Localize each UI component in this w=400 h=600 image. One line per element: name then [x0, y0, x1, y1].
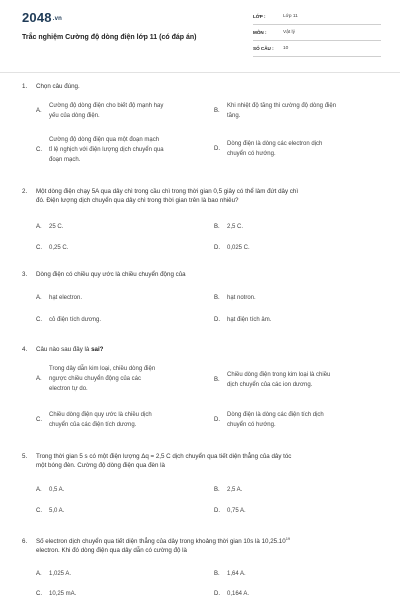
question-2: 2. Một dòng điện chạy 5A qua dây chì trong cầu chì trong thời gian 0,5 giây có thể làm đứt dây chì đó. Điện lượng dịch chuyển qua dây chì trong thời gian trên là bao nhiêu? A. 25 C. B. 2,5 C. C. 0,25 C. D. 0,025 C. [22, 187, 382, 257]
question-text: 2. Một dòng điện chạy 5A qua dây chì trong cầu chì trong thời gian 0,5 giây có thể làm đứt dây chì đó. Điện lượng dịch chuyển qua dây chì trong thời gian trên là bao nhiêu? [22, 188, 299, 204]
meta-subject-label: MÔN : [253, 30, 267, 35]
question-5: 5. Trong thời gian 5 s có một điện lượng Δq = 2,5 C dịch chuyển qua tiết diện thẳng của dây tóc một bóng đèn. Cường độ dòng điện qua đèn là A. 0,5 A. B. 2,5 A. C. 5,0 A. D. 0,75 A. [22, 452, 382, 522]
meta-subject [253, 28, 381, 41]
meta-subject-value: Vật lý [283, 30, 295, 35]
question-4: 4. Câu nào sau đây là sai? A. Trong dây dẫn kim loại, chiều dòng điện ngược chiều chuyển động của các electron tự do. B. Chiều dòng điện trong kim loại là chiều dịch chuyển của các ion dương. C. Chiều dòng điện quy ước là chiều dịch chuyển của các điện tích dương. D. Dòng điện là dòng các điện tích dịch chuyển có hướng. [22, 345, 382, 440]
question-1: 1. Chọn câu đúng. A. Cường độ dòng điện cho biết độ mạnh hay yếu của dòng điện. B. Khi nhiệt độ tăng thì cường độ dòng điện tăng. C. Cường độ dòng điện qua một đoạn mạch tỉ lệ nghịch với điện lượng dịch chuyển qua đoạn mạch. D. Dòng điện là dòng các electron dịch chuyển có hướng. [22, 82, 382, 174]
meta-count-label: SỐ CÂU : [253, 46, 274, 51]
meta-class-label: LỚP : [253, 14, 266, 19]
meta-count [253, 44, 381, 57]
meta-class-value: Lớp 11 [283, 14, 298, 19]
site-logo[interactable] [22, 10, 62, 25]
question-text: 1. Chọn câu đúng. [22, 83, 80, 90]
logo-text: 2048 [22, 10, 52, 25]
meta-count-value: 10 [283, 46, 289, 51]
question-text: 6. Số electron dịch chuyển qua tiết diện thẳng của dây trong khoảng thời gian 10s là 10,25.10$^{19}$ electron. Khi đó dòng điện qua dây dẫn có cường độ là [22, 536, 291, 555]
header [0, 0, 400, 70]
question-text: 5. Trong thời gian 5 s có một điện lượng Δq = 2,5 C dịch chuyển qua tiết diện thẳng của dây tóc một bóng đèn. Cường độ dòng điện qua đèn là [22, 453, 292, 469]
header-divider [0, 72, 400, 73]
question-text: 4. Câu nào sau đây là sai? [22, 346, 104, 353]
question-3: 3. Dòng điện có chiều quy ước là chiều chuyển động của A. hạt electron. B. hạt notron. C. cỏ điện tích dương. D. hạt điện tích âm. [22, 270, 382, 332]
logo-suffix: .vn [52, 15, 63, 22]
question-text: 3. Dòng điện có chiều quy ước là chiều chuyển động của [22, 271, 186, 278]
document-title: Trắc nghiệm Cường độ dòng điện lớp 11 (có đáp án) [22, 34, 197, 41]
question-6: 6. Số electron dịch chuyển qua tiết diện thẳng của dây trong khoảng thời gian 10s là 10,25.10$^{19}$ electron. Khi đó dòng điện qua dây dẫn có cường độ là A. 1,025 A. B. 1,64 A. C. 10,25 mA. D. 0,164 A. [22, 534, 382, 600]
meta-class [253, 12, 381, 25]
